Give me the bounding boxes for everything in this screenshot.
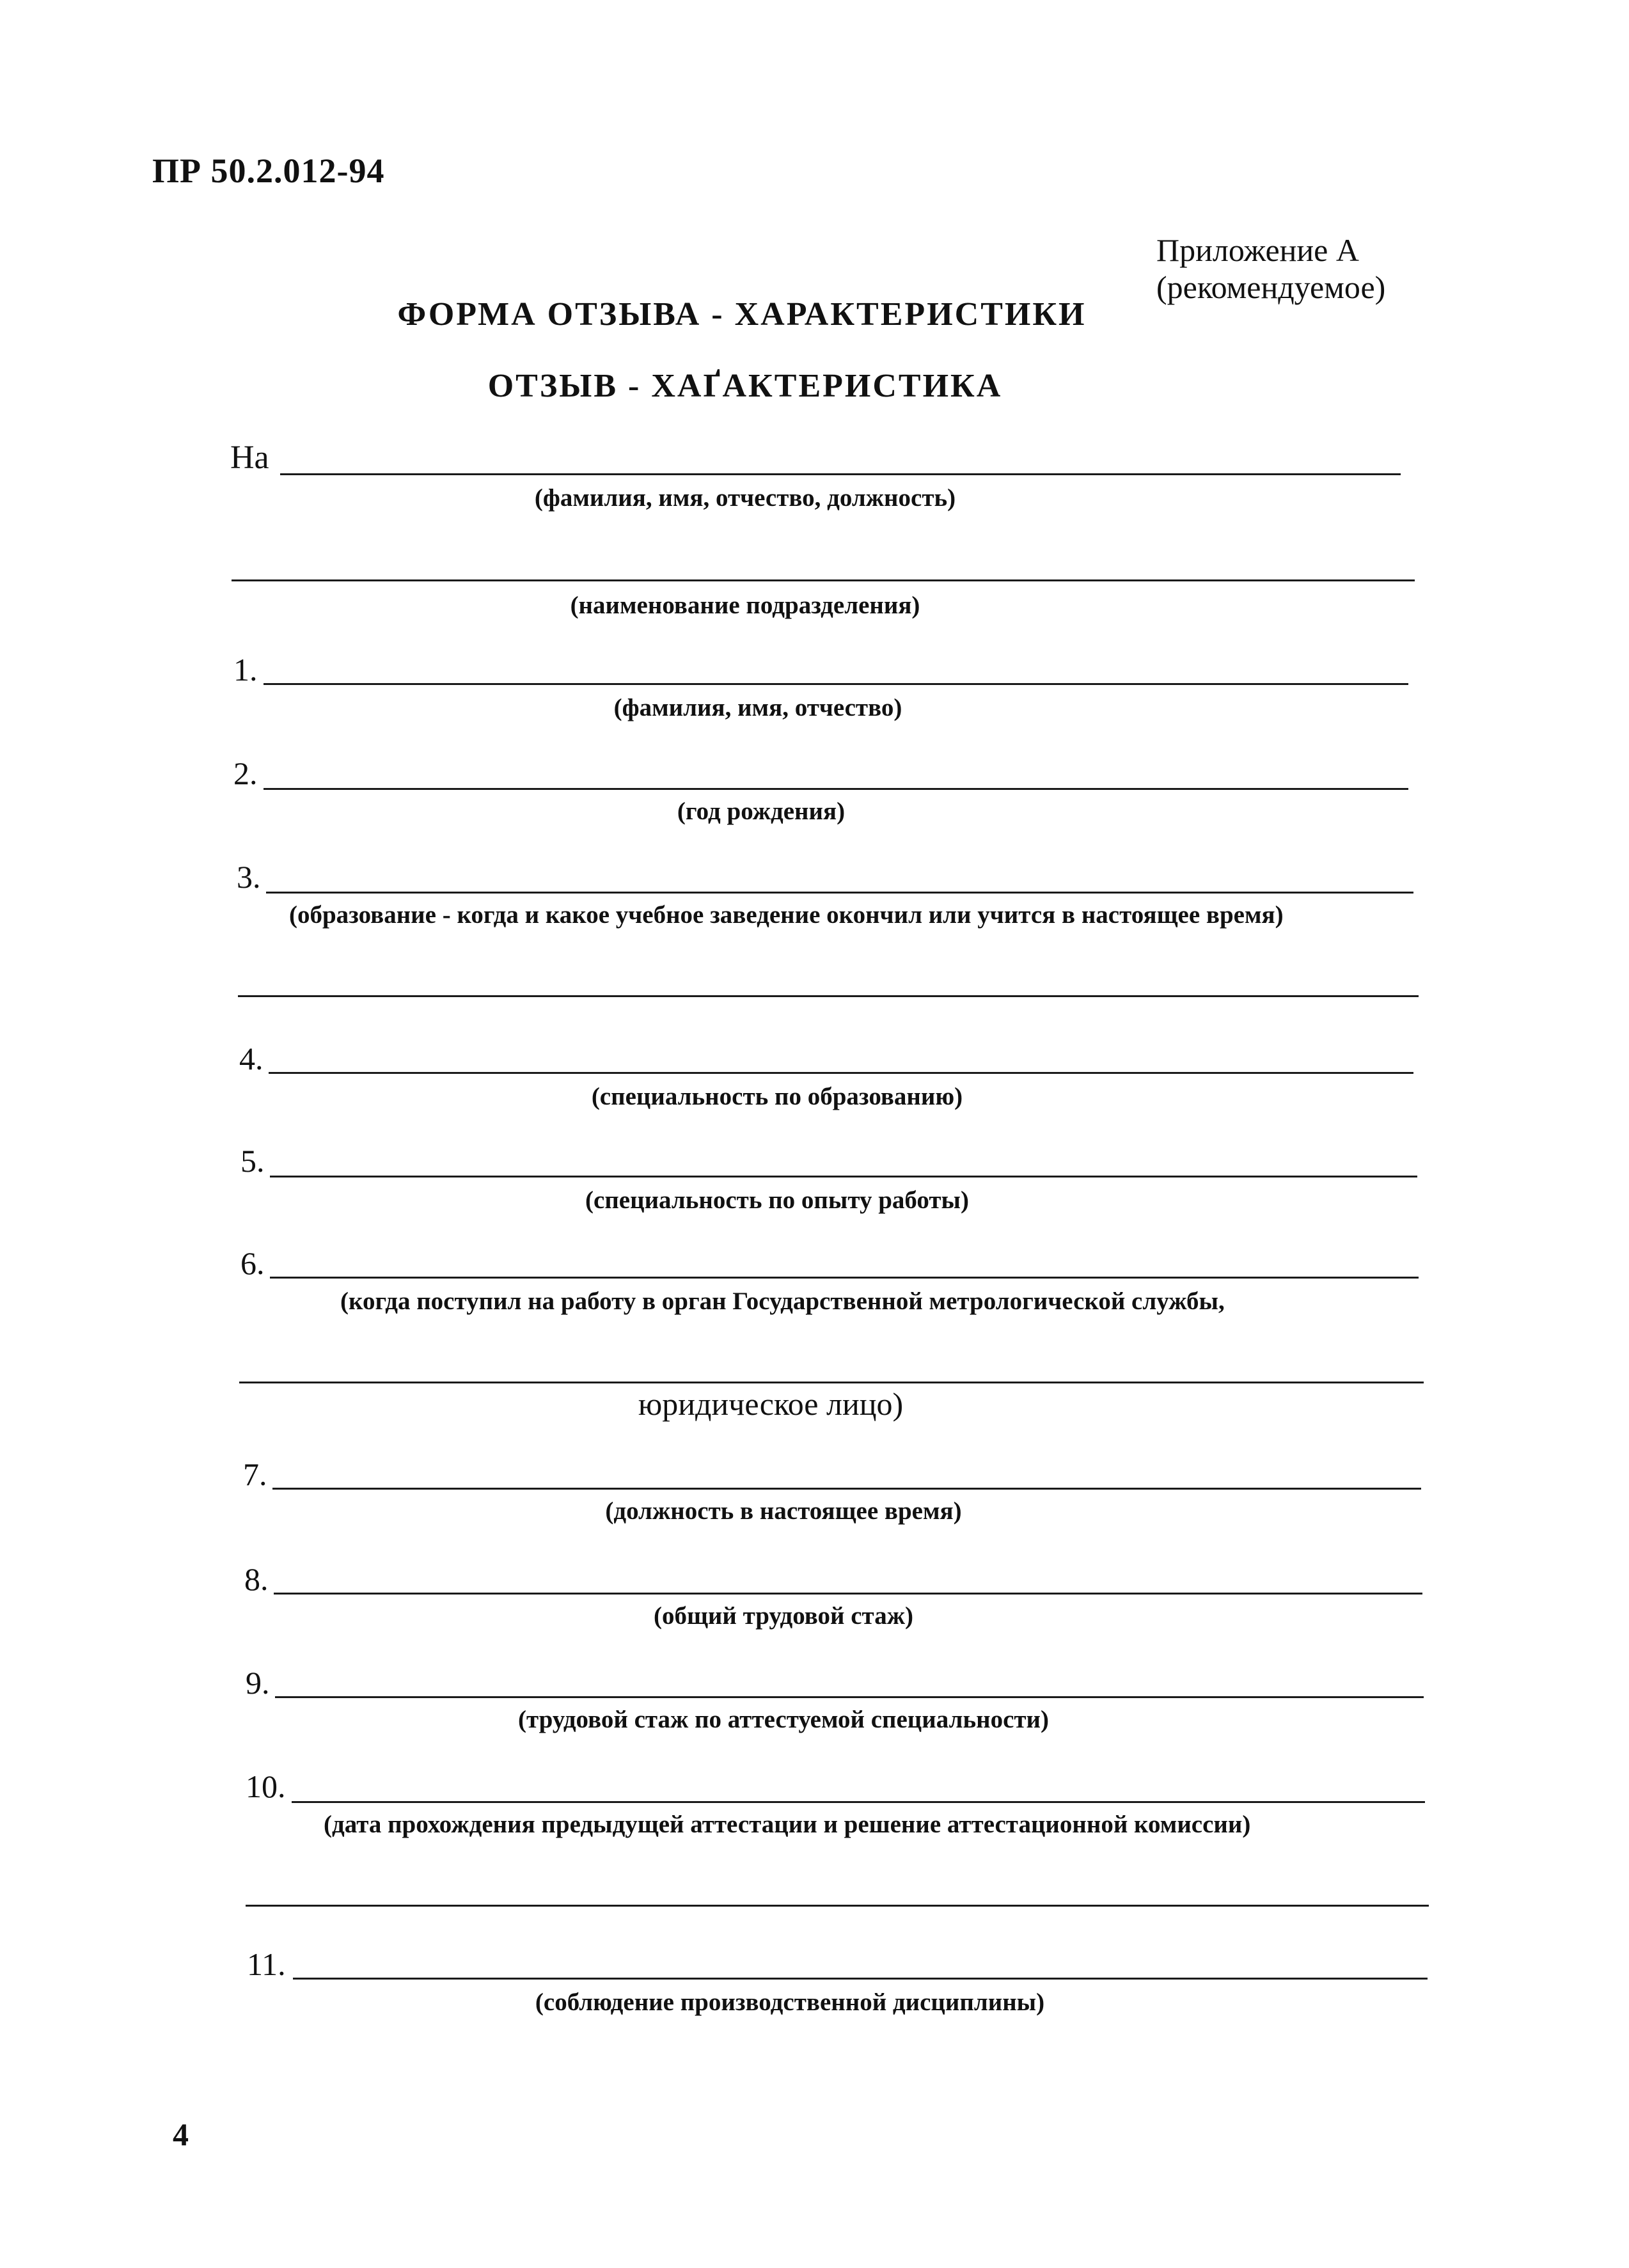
item-10-caption: (дата прохождения предыдущей аттестации и решение аттестационной комиссии) (324, 1811, 1251, 1838)
item-3-caption: (образование - когда и какое учебное заведение окончил или учится в настоящее время) (289, 901, 1284, 929)
item-8-caption: (общий трудовой стаж) (654, 1602, 913, 1630)
item-9-number: 9. (246, 1665, 270, 1701)
page-number: 4 (173, 2116, 189, 2152)
appendix-line-1: Приложение А (1156, 232, 1359, 268)
item-2-caption: (год рождения) (677, 798, 846, 825)
item-3-continuation-line[interactable] (238, 995, 1419, 997)
item-10-number: 10. (246, 1768, 286, 1804)
item-6-caption-continued: юридическое лицо) (638, 1386, 904, 1422)
item-8-number: 8. (244, 1561, 269, 1597)
to-label: На (230, 439, 269, 476)
item-9-field-line[interactable] (275, 1696, 1424, 1698)
appendix-label (1156, 232, 1385, 306)
item-6-continuation-line[interactable] (239, 1382, 1424, 1383)
item-5-number: 5. (240, 1143, 265, 1179)
item-10-field-line[interactable] (292, 1801, 1425, 1803)
item-2-field-line[interactable] (264, 788, 1408, 790)
item-4-number: 4. (239, 1041, 264, 1076)
item-3-number: 3. (237, 859, 261, 895)
item-10-continuation-line[interactable] (246, 1905, 1429, 1907)
item-9-caption: (трудовой стаж по аттестуемой специальности) (517, 1706, 1049, 1733)
item-6-field-line[interactable] (270, 1277, 1419, 1279)
item-6-caption: (когда поступил на работу в орган Государственной метрологической службы, (340, 1288, 1225, 1315)
to-caption: (фамилия, имя, отчество, должность) (534, 484, 956, 512)
item-5-field-line[interactable] (270, 1176, 1417, 1177)
form-title: ФОРМА ОТЗЫВА - ХАРАКТЕРИСТИКИ (397, 296, 1087, 333)
item-1-caption: (фамилия, имя, отчество) (613, 694, 902, 721)
item-4-field-line[interactable] (269, 1072, 1413, 1074)
item-6-number: 6. (240, 1245, 265, 1281)
document-code: ПР 50.2.012-94 (152, 152, 385, 190)
appendix-line-2: (рекомендуемое) (1156, 269, 1386, 305)
item-5-caption: (специальность по опыту работы) (585, 1186, 969, 1214)
division-field-line[interactable] (232, 579, 1415, 581)
item-2-number: 2. (233, 755, 258, 791)
item-7-number: 7. (243, 1456, 267, 1492)
item-11-field-line[interactable] (293, 1978, 1428, 1980)
item-11-number: 11. (247, 1946, 286, 1982)
item-1-field-line[interactable] (264, 683, 1408, 685)
to-field-line[interactable] (280, 473, 1401, 475)
item-11-caption: (соблюдение производственной дисциплины) (535, 1988, 1045, 2016)
division-caption: (наименование подразделения) (570, 592, 920, 619)
item-7-caption: (должность в настоящее время) (605, 1497, 962, 1525)
item-4-caption: (специальность по образованию) (591, 1083, 963, 1110)
item-8-field-line[interactable] (274, 1593, 1422, 1595)
form-subtitle: ОТЗЫВ - ХАҐАКТЕРИСТИКА (487, 368, 1003, 404)
item-3-field-line[interactable] (266, 892, 1413, 894)
item-1-number: 1. (233, 652, 258, 688)
item-7-field-line[interactable] (272, 1488, 1421, 1490)
